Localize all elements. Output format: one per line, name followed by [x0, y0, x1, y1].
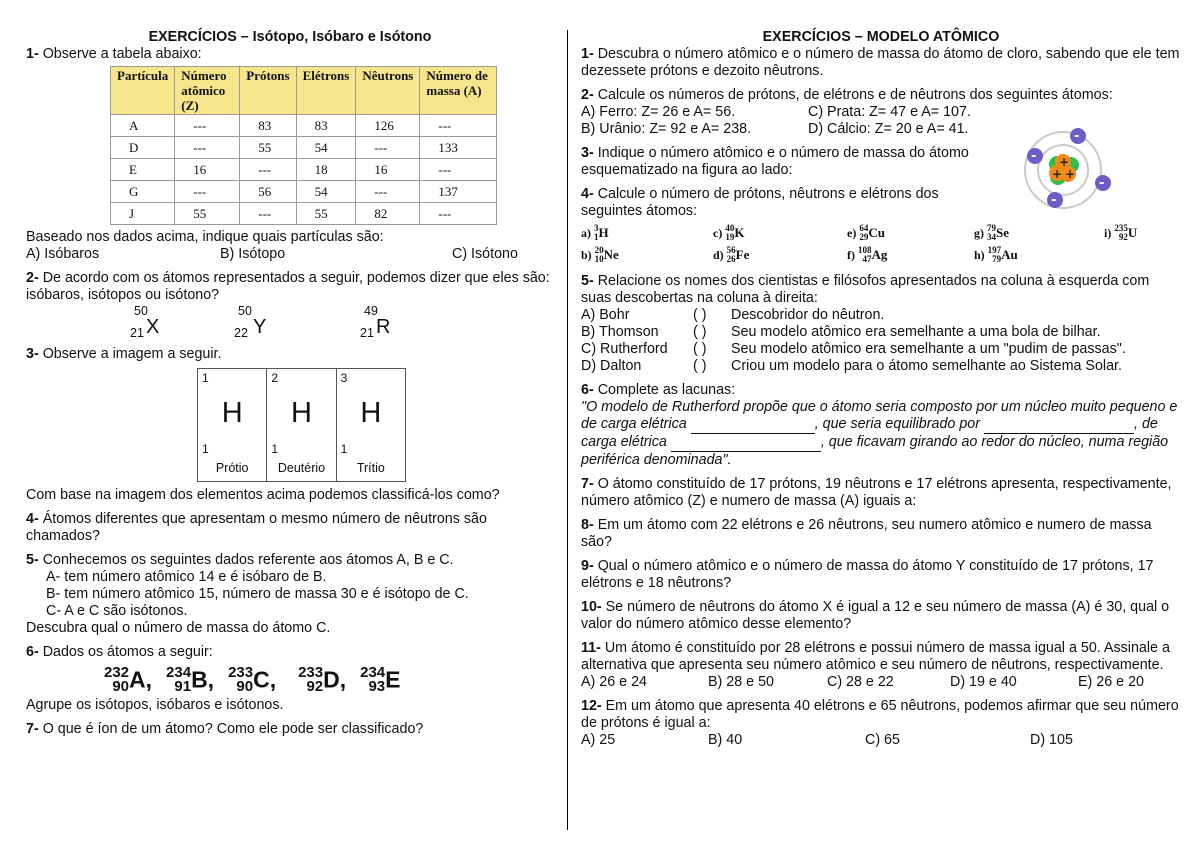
nuclide-e: 234 93 E — [360, 664, 401, 695]
option: D) 105 — [1030, 732, 1073, 748]
right-q1: 1- Descubra o número atômico e o número de massa do átomo de cloro, sabendo que ele tem dezessete prótons e dezoito nêutrons. — [581, 46, 1180, 79]
table-cell: 56 — [240, 181, 296, 203]
left-q3-after: Com base na imagem dos elementos acima podemos classificá-los como? — [26, 487, 500, 503]
nuclide-item: b) 20 10 Ne — [581, 245, 619, 264]
minus-sign: - — [1031, 149, 1037, 164]
right-q5: 5- Relacione os nomes dos cientistas e filósofos apresentados na coluna à esquerda com suas descobertas na coluna à direita: — [581, 273, 1150, 306]
option: D) Cálcio: Z= 20 e A= 41. — [808, 121, 969, 137]
nuclide-item: f) 108 47 Ag — [847, 245, 888, 264]
table-cell: 18 — [296, 159, 356, 181]
table-cell: --- — [175, 137, 240, 159]
left-q6: 6- Dados os átomos a seguir: — [26, 644, 213, 660]
table-cell: 54 — [296, 181, 356, 203]
option: E) 26 e 20 — [1078, 674, 1144, 690]
match-blank[interactable]: ( ) — [693, 341, 707, 357]
minus-sign: - — [1074, 129, 1080, 144]
left-q1-after: Baseado nos dados acima, indique quais partículas são: — [26, 229, 384, 245]
table-header: Número de massa (A) — [420, 67, 497, 115]
left-q1-options — [26, 246, 554, 263]
right-q10: 10- Se número de nêutrons do átomo X é igual a 12 e seu número de massa (A) é 30, qual o valor do número atômico desse elemento? — [581, 599, 1170, 632]
table-cell: --- — [356, 137, 420, 159]
isotope-deuterio: 2 H 1 Deutério — [267, 369, 336, 481]
right-q3: 3- Indique o número atômico e o número de massa do átomo esquematizado na figura ao lado: — [581, 145, 969, 178]
table-body — [111, 115, 497, 225]
right-q12-options — [581, 732, 1181, 749]
table-header: Número atômico (Z) — [175, 67, 240, 115]
table-cell: J — [111, 203, 175, 225]
nuclide-item: a) 3 1 H — [581, 223, 609, 242]
hydrogen-isotopes-image — [197, 368, 406, 482]
table-cell: 16 — [175, 159, 240, 181]
table-header: Partícula — [111, 67, 175, 115]
table-cell: 55 — [175, 203, 240, 225]
nuclide-b: 234 91 B, — [166, 664, 215, 695]
left-q6-after: Agrupe os isótopos, isóbaros e isótonos. — [26, 697, 284, 713]
right-q2-options-row1 — [581, 104, 1181, 121]
left-q5-after: Descubra qual o número de massa do átomo C. — [26, 620, 331, 636]
table-cell: 55 — [240, 137, 296, 159]
option: B) 28 e 50 — [708, 674, 774, 690]
left-q5-item-c: C- A e C são isótonos. — [46, 603, 188, 619]
table-cell: D — [111, 137, 175, 159]
right-q7: 7- O átomo constituído de 17 prótons, 19 nêutrons e 17 elétrons apresenta, respectivamente, número atômico (Z) e numero de massa (A) iguais a: — [581, 476, 1172, 509]
table-cell: --- — [240, 203, 296, 225]
option: A) Ferro: Z= 26 e A= 56. — [581, 104, 736, 120]
right-q6-paragraph: "O modelo de Rutherford propõe que o átomo seria composto por um núcleo muito pequeno e de carga elétrica , que seria equilibrado por , de carga elétrica , que ficavam girando ao redor do núcleo, numa região periférica denominada". — [581, 399, 1178, 468]
option: B) Isótopo — [220, 246, 286, 262]
table-row — [111, 137, 497, 159]
table-row — [111, 203, 497, 225]
right-q4-atoms — [581, 222, 1181, 266]
option: C) 65 — [865, 732, 900, 748]
option: C) Prata: Z= 47 e A= 107. — [808, 104, 971, 120]
table-cell: --- — [175, 115, 240, 137]
right-q6: 6- Complete as lacunas: — [581, 382, 736, 398]
option: A) Isóbaros — [26, 246, 100, 262]
nuclide-item: d) 56 26 Fe — [713, 245, 750, 264]
table-cell: E — [111, 159, 175, 181]
left-q1: 1- Observe a tabela abaixo: — [26, 46, 202, 62]
column-divider — [567, 30, 568, 830]
nuclide-item: h) 197 79 Au — [974, 245, 1018, 264]
left-q4: 4- Átomos diferentes que apresentam o mesmo número de nêutrons são chamados? — [26, 511, 487, 544]
option: B) 40 — [708, 732, 743, 748]
option: D) 19 e 40 — [950, 674, 1017, 690]
nuclide-item: g) 79 34 Se — [974, 223, 1009, 242]
nuclide-c: 233 90 C, — [228, 664, 277, 695]
table-cell: --- — [420, 115, 497, 137]
right-q11: 11- Um átomo é constituído por 28 elétrons e possui número de massa igual a 50. Assinale a alternativa que apresenta seu número atômico e seu número de nêutrons, respectivamente. — [581, 640, 1170, 673]
left-q2: 2- De acordo com os átomos representados a seguir, podemos dizer que eles são: isóbaros, isótopos ou isótono? — [26, 270, 550, 303]
right-q8: 8- Em um átomo com 22 elétrons e 26 nêutrons, seu numero atômico e numero de massa são? — [581, 517, 1152, 550]
table-cell: --- — [420, 159, 497, 181]
table-row — [111, 181, 497, 203]
right-q4: 4- Calcule o número de prótons, nêutrons e elétrons dos seguintes átomos: — [581, 186, 939, 219]
right-q12: 12- Em um átomo que apresenta 40 elétrons e 65 nêutrons, podemos afirmar que seu número de prótons é igual a: — [581, 698, 1179, 731]
blank-field[interactable] — [671, 434, 821, 452]
right-q2: 2- Calcule os números de prótons, de elétrons e de nêutrons dos seguintes átomos: — [581, 87, 1113, 103]
option: C) Isótono — [452, 246, 518, 262]
match-blank[interactable]: ( ) — [693, 324, 707, 340]
table-cell: G — [111, 181, 175, 203]
nuclide-item: i) 235 92 U — [1104, 223, 1138, 242]
table-cell: 82 — [356, 203, 420, 225]
nuclide-a: 232 90 A, — [104, 664, 153, 695]
left-title: EXERCÍCIOS – Isótopo, Isóbaro e Isótono — [148, 29, 432, 45]
option: A) 25 — [581, 732, 616, 748]
table-cell: 54 — [296, 137, 356, 159]
atom-diagram — [1011, 126, 1121, 216]
table-header: Prótons — [240, 67, 296, 115]
plus-sign: + — [1065, 167, 1076, 181]
isotope-protio: 1 H 1 Prótio — [198, 369, 267, 481]
table-header: Nêutrons — [356, 67, 420, 115]
table-cell: 137 — [420, 181, 497, 203]
table-cell: 133 — [420, 137, 497, 159]
left-q5-item-b: B- tem número atômico 15, número de massa 30 e é isótopo de C. — [46, 586, 469, 602]
nuclide-item: c) 40 19 K — [713, 223, 745, 242]
left-q7: 7- O que é íon de um átomo? Como ele pode ser classificado? — [26, 721, 424, 737]
table-cell: --- — [420, 203, 497, 225]
match-row: C) Rutherford ( ) Seu modelo atômico era semelhante a um "pudim de passas". — [581, 341, 1126, 357]
table-cell: --- — [175, 181, 240, 203]
table-header: Elétrons — [296, 67, 356, 115]
table-cell: 83 — [240, 115, 296, 137]
right-title: EXERCÍCIOS – MODELO ATÔMICO — [762, 29, 1000, 45]
table-row — [111, 159, 497, 181]
table-cell: 55 — [296, 203, 356, 225]
left-q6-atoms — [104, 663, 554, 697]
table-cell: --- — [240, 159, 296, 181]
nuclide-d: 233 92 D, — [298, 664, 347, 695]
table-row — [111, 115, 497, 137]
table-cell: 126 — [356, 115, 420, 137]
table-cell: 16 — [356, 159, 420, 181]
left-q5: 5- Conhecemos os seguintes dados referente aos átomos A, B e C. — [26, 552, 454, 568]
left-q2-atoms: 50 21 X 50 22 Y 49 21 R — [130, 304, 391, 340]
left-q3: 3- Observe a imagem a seguir. — [26, 346, 222, 362]
nuclide-item: e) 64 29 Cu — [847, 223, 885, 242]
left-q5-item-a: A- tem número atômico 14 e é isóbaro de B. — [46, 569, 327, 585]
blank-field[interactable] — [691, 416, 815, 434]
table-cell: --- — [356, 181, 420, 203]
table-cell: 83 — [296, 115, 356, 137]
match-blank[interactable]: ( ) — [693, 358, 707, 374]
isotope-tritio: 3 H 1 Trítio — [340, 371, 385, 475]
right-q9: 9- Qual o número atômico e o número de massa do átomo Y constituído de 17 prótons, 17 elétrons e 18 nêutrons? — [581, 558, 1154, 591]
minus-sign: - — [1099, 176, 1105, 191]
plus-sign: + — [1059, 155, 1070, 169]
option: B) Urânio: Z= 92 e A= 238. — [581, 121, 752, 137]
option: A) 26 e 24 — [581, 674, 647, 690]
right-q11-options — [581, 674, 1181, 691]
match-row: D) Dalton ( ) Criou um modelo para o átomo semelhante ao Sistema Solar. — [581, 358, 1122, 374]
match-row: A) Bohr ( ) Descobridor do nêutron. — [581, 307, 885, 323]
left-column — [26, 0, 554, 738]
particle-table — [110, 66, 497, 225]
match-blank[interactable]: ( ) — [693, 307, 707, 323]
minus-sign: - — [1051, 193, 1057, 208]
right-column — [581, 0, 1181, 749]
table-cell: A — [111, 115, 175, 137]
option: C) 28 e 22 — [827, 674, 894, 690]
blank-field[interactable] — [984, 416, 1134, 434]
plus-sign: + — [1052, 167, 1063, 181]
match-row: B) Thomson ( ) Seu modelo atômico era semelhante a uma bola de bilhar. — [581, 324, 1101, 340]
